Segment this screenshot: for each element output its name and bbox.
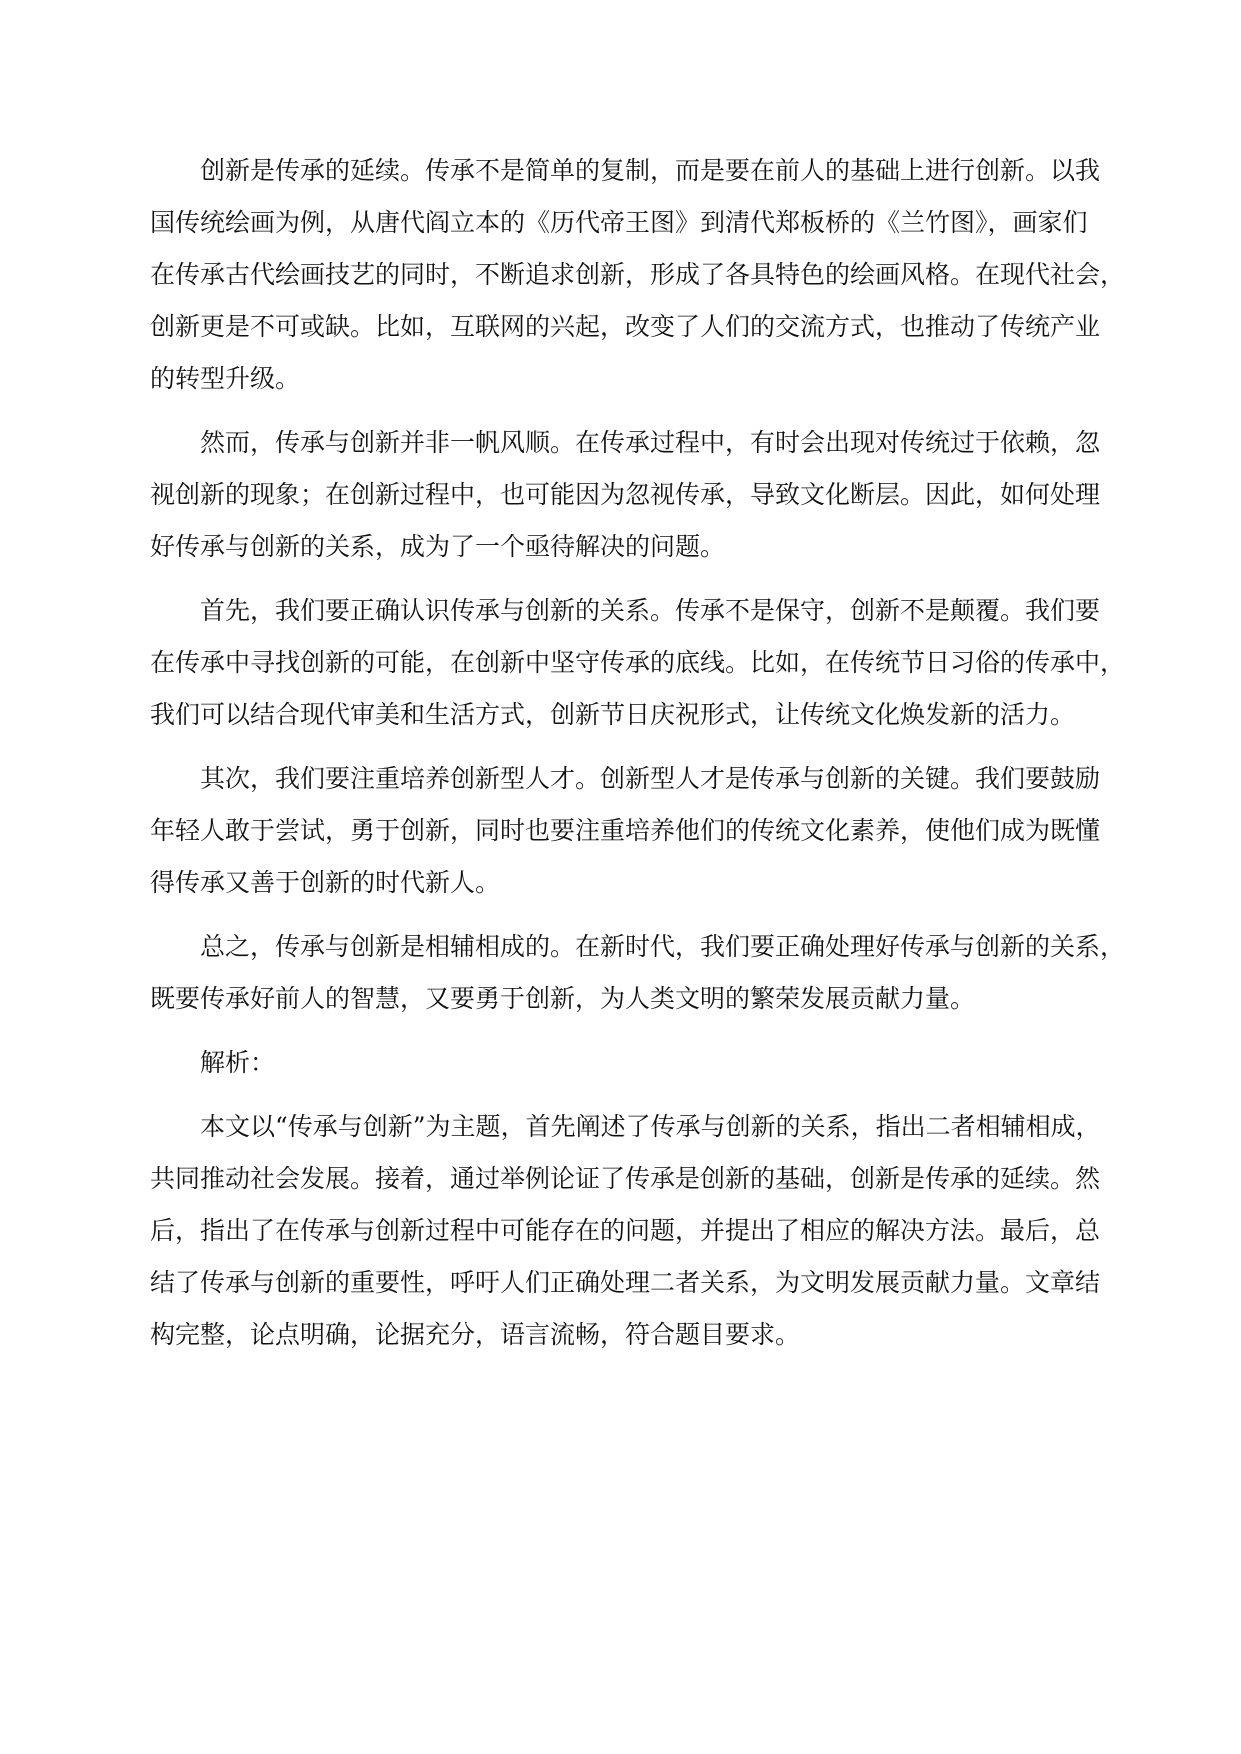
text-line: 后，指出了在传承与创新过程中可能存在的问题，并提出了相应的解决方法。最后，总: [150, 1216, 1101, 1245]
paragraph-second-point: [150, 753, 1100, 909]
text-line: 创新是传承的延续。传承不是简单的复制，而是要在前人的基础上进行创新。以我: [200, 156, 1101, 185]
text-line: 得传承又善于创新的时代新人。: [150, 868, 501, 897]
text-line: 好传承与创新的关系，成为了一个亟待解决的问题。: [150, 532, 726, 561]
text-line: 本文以“传承与创新”为主题，首先阐述了传承与创新的关系，指出二者相辅相成，: [200, 1112, 1101, 1141]
text-line: 总之，传承与创新是相辅相成的。在新时代，我们要正确处理好传承与创新的关系，: [200, 932, 1126, 961]
text-line: 创新更是不可或缺。比如，互联网的兴起，改变了人们的交流方式，也推动了传统产业: [150, 312, 1101, 341]
text-line: 构完整，论点明确，论据充分，语言流畅，符合题目要求。: [150, 1320, 801, 1349]
analysis-heading: [150, 1037, 1100, 1089]
text-line: 在传承中寻找创新的可能，在创新中坚守传承的底线。比如，在传统节日习俗的传承中，: [150, 648, 1126, 677]
text-line: 然而，传承与创新并非一帆风顺。在传承过程中，有时会出现对传统过于依赖，忽: [200, 428, 1101, 457]
document-body: [150, 145, 1126, 1361]
paragraph-challenges: [150, 417, 1100, 573]
paragraph-conclusion: [150, 921, 1126, 1025]
text-line: 既要传承好前人的智慧，又要勇于创新，为人类文明的繁荣发展贡献力量。: [150, 984, 976, 1013]
text-line: 的转型升级。: [150, 364, 301, 393]
text-line: 我们可以结合现代审美和生活方式，创新节日庆祝形式，让传统文化焕发新的活力。: [150, 700, 1076, 729]
text-line: 共同推动社会发展。接着，通过举例论证了传承是创新的基础，创新是传承的延续。然: [150, 1164, 1101, 1193]
paragraph-innovation-continuation: [150, 145, 1126, 405]
text-line: 结了传承与创新的重要性，呼吁人们正确处理二者关系，为文明发展贡献力量。文章结: [150, 1268, 1101, 1297]
text-line: 在传承古代绘画技艺的同时，不断追求创新，形成了各具特色的绘画风格。在现代社会，: [150, 260, 1126, 289]
text-line: 国传统绘画为例，从唐代阎立本的《历代帝王图》到清代郑板桥的《兰竹图》，画家们: [150, 208, 1088, 237]
paragraph-first-point: [150, 585, 1126, 741]
text-line: 其次，我们要注重培养创新型人才。创新型人才是传承与创新的关键。我们要鼓励: [200, 764, 1101, 793]
text-line: 视创新的现象；在创新过程中，也可能因为忽视传承，导致文化断层。因此，如何处理: [150, 480, 1101, 509]
text-line: 首先，我们要正确认识传承与创新的关系。传承不是保守，创新不是颠覆。我们要: [200, 596, 1101, 625]
paragraph-analysis: [150, 1101, 1100, 1361]
text-line: 解析：: [200, 1048, 276, 1077]
text-line: 年轻人敢于尝试，勇于创新，同时也要注重培养他们的传统文化素养，使他们成为既懂: [150, 816, 1101, 845]
